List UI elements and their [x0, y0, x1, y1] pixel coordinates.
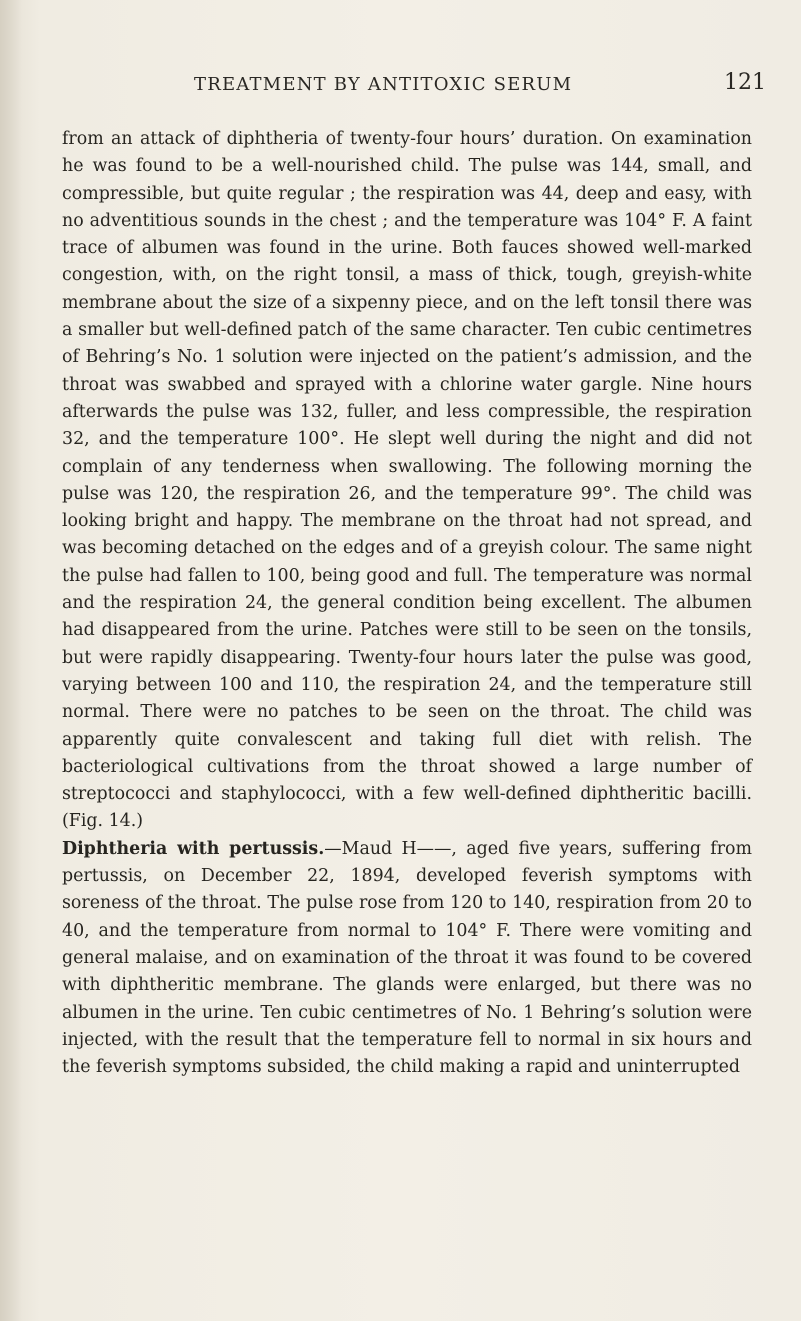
paragraph-diphtheria-pertussis [62, 836, 752, 1082]
page-edge-shadow [0, 0, 22, 1321]
case-heading: Diphtheria with pertussis. [62, 838, 325, 859]
running-head: TREATMENT BY ANTITOXIC SERUM [194, 74, 573, 95]
paragraph-case-continuation: from an attack of diphtheria of twenty-four hours’ duration. On examination he was found to be a well-nourished child. The pulse was 144, small, and compressible, but quite regular ; the respiration was 44, deep and easy, with no adventitious sounds in the chest ; and the temperature was 104° F. A faint trace of albumen was found in the urine. Both fauces showed well-marked congestion, with, on the right tonsil, a mass of thick, tough, greyish-white membrane about the size of a sixpenny piece, and on the left tonsil there was a smaller but well-defined patch of the same character. Ten cubic centimetres of Behring’s No. 1 solution were injected on the patient’s admission, and the throat was swabbed and sprayed with a chlorine water gargle. Nine hours afterwards the pulse was 132, fuller, and less compressible, the respiration 32, and the temperature 100°. He slept well during the night and did not complain of any tenderness when swallowing. The following morning the pulse was 120, the respiration 26, and the temperature 99°. The child was looking bright and happy. The membrane on the throat had not spread, and was becoming detached on the edges and of a greyish colour. The same night the pulse had fallen to 100, being good and full. The temperature was normal and the respiration 24, the general condition being excellent. The albumen had disappeared from the urine. Patches were still to be seen on the tonsils, but were rapidly disappearing. Twenty-four hours later the pulse was good, varying between 100 and 110, the respiration 24, and the temperature still normal. There were no patches to be seen on the throat. The child was apparently quite convalescent and taking full diet with relish. The bacteriological cultivations from the throat showed a large number of streptococci and staphylococci, with a few well-defined diphtheritic bacilli. (Fig. 14.) [62, 129, 752, 832]
case-text: —Maud H——, aged five years, suffering from pertussis, on December 22, 1894, developed feverish symptoms with soreness of the throat. The pulse rose from 120 to 140, respiration from 20 to 40, and the temperature from normal to 104° F. There were vomiting and general malaise, and on examination of the throat it was found to be covered with diphtheritic membrane. The glands were enlarged, but there was no albumen in the urine. Ten cubic centimetres of No. 1 Behring’s solution were injected, with the result that the temperature fell to normal in six hours and the feverish symptoms subsided, the child making a rapid and uninterrupted [62, 838, 752, 1078]
body-text [62, 126, 752, 1081]
page-number: 121 [724, 70, 766, 95]
